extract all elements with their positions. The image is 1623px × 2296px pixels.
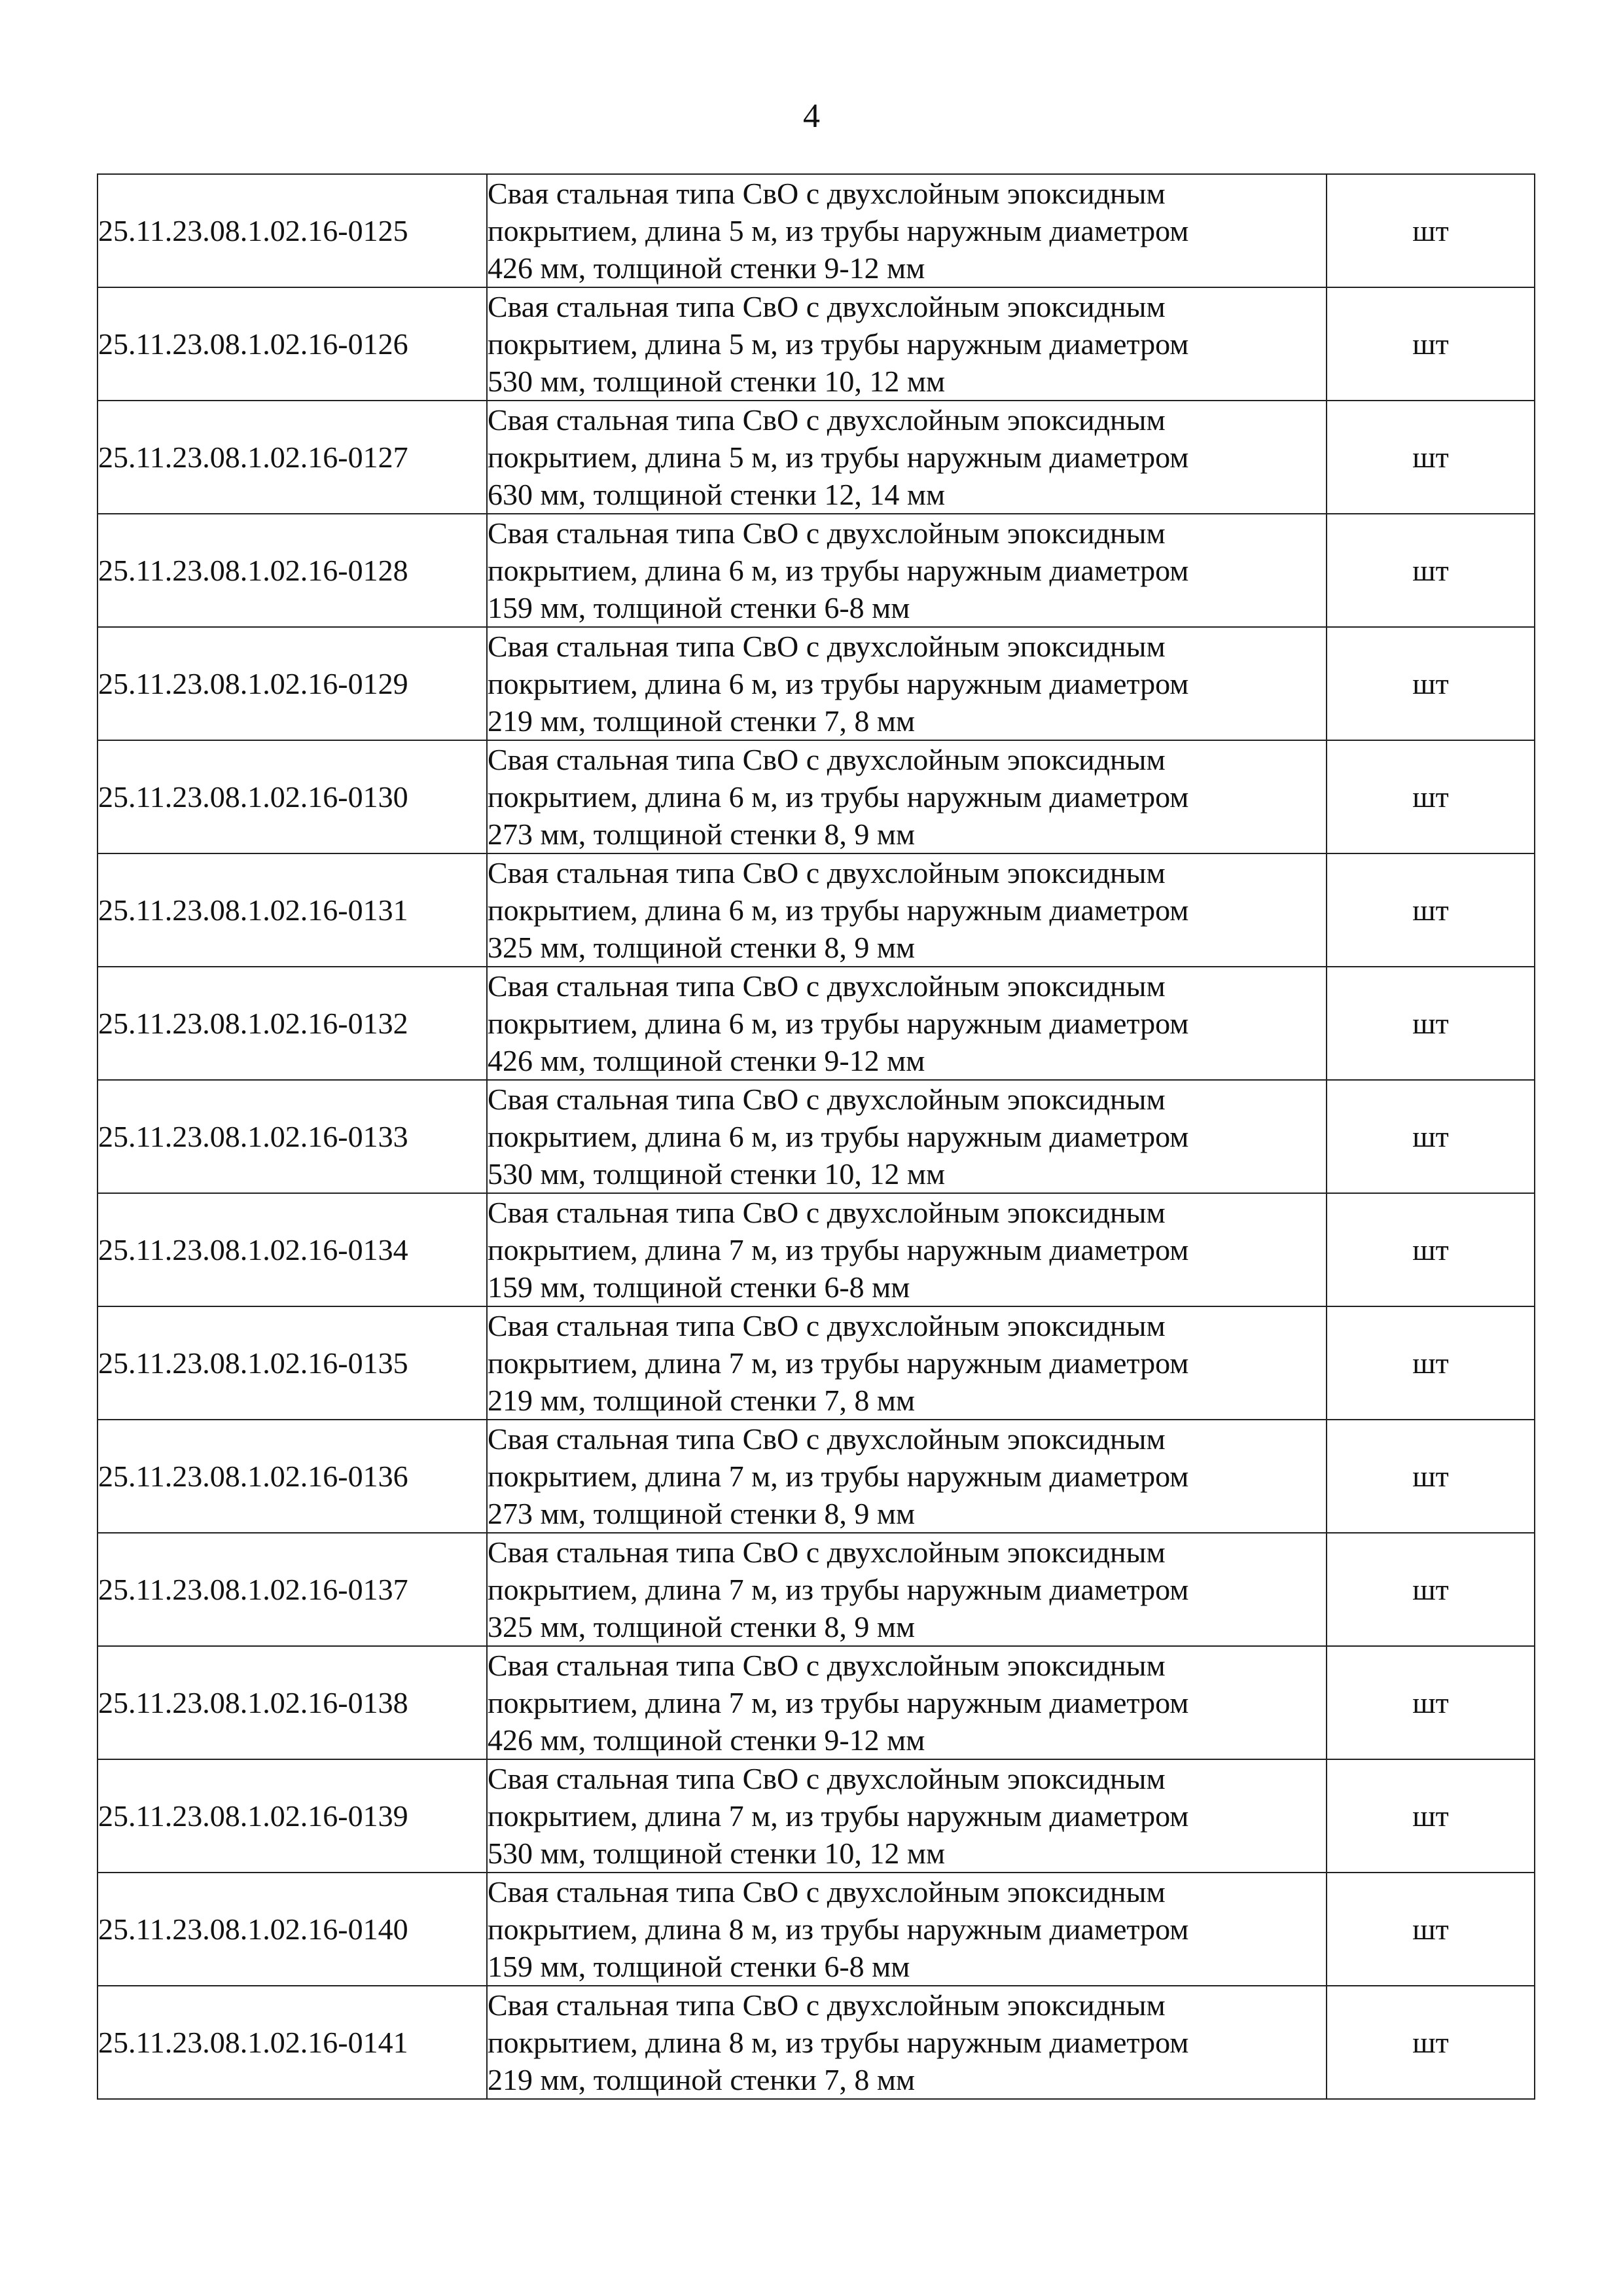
resource-name-line: 273 мм, толщиной стенки 8, 9 мм: [488, 817, 916, 851]
resource-name: [487, 1306, 1327, 1420]
unit-of-measure: шт: [1327, 401, 1535, 514]
resource-name-line: покрытием, длина 7 м, из трубы наружным диаметром: [488, 1346, 1189, 1380]
table-row: [98, 627, 1535, 740]
resource-name-line: покрытием, длина 7 м, из трубы наружным диаметром: [488, 1233, 1189, 1266]
resource-name-line: 426 мм, толщиной стенки 9-12 мм: [488, 251, 925, 285]
table-row: [98, 1646, 1535, 1759]
resource-name-line: Свая стальная типа СвО с двухслойным эпоксидным: [488, 1309, 1166, 1342]
page-number: 4: [803, 98, 820, 135]
resource-name-line: покрытием, длина 6 м, из трубы наружным диаметром: [488, 1120, 1189, 1153]
resource-name-line: покрытием, длина 8 м, из трубы наружным диаметром: [488, 2026, 1189, 2059]
table-row: [98, 853, 1535, 967]
resource-name-line: покрытием, длина 6 м, из трубы наружным диаметром: [488, 667, 1189, 700]
resource-name-line: 219 мм, толщиной стенки 7, 8 мм: [488, 704, 916, 738]
resource-name: [487, 174, 1327, 287]
table-row: [98, 1986, 1535, 2099]
resource-name-line: 426 мм, толщиной стенки 9-12 мм: [488, 1044, 925, 1077]
resource-name-line: Свая стальная типа СвО с двухслойным эпоксидным: [488, 969, 1166, 1003]
unit-of-measure: шт: [1327, 1986, 1535, 2099]
table-row: [98, 1533, 1535, 1646]
resource-name: [487, 1759, 1327, 1873]
resource-name-line: 219 мм, толщиной стенки 7, 8 мм: [488, 2063, 916, 2096]
resource-name-line: покрытием, длина 8 м, из трубы наружным диаметром: [488, 1912, 1189, 1946]
resource-code: 25.11.23.08.1.02.16-0125: [98, 174, 487, 287]
resource-name: [487, 1986, 1327, 2099]
table-row: [98, 174, 1535, 287]
resource-name-line: 630 мм, толщиной стенки 12, 14 мм: [488, 478, 946, 511]
resource-name-line: Свая стальная типа СвО с двухслойным эпоксидным: [488, 856, 1166, 889]
unit-of-measure: шт: [1327, 1646, 1535, 1759]
resource-name: [487, 853, 1327, 967]
resource-name-line: Свая стальная типа СвО с двухслойным эпоксидным: [488, 743, 1166, 776]
resource-name-line: покрытием, длина 6 м, из трубы наружным диаметром: [488, 1007, 1189, 1040]
unit-of-measure: шт: [1327, 1306, 1535, 1420]
table-row: [98, 740, 1535, 853]
resource-name-line: 219 мм, толщиной стенки 7, 8 мм: [488, 1384, 916, 1417]
unit-of-measure: шт: [1327, 1533, 1535, 1646]
resource-code: 25.11.23.08.1.02.16-0133: [98, 1080, 487, 1193]
resource-code: 25.11.23.08.1.02.16-0128: [98, 514, 487, 627]
resource-name: [487, 287, 1327, 401]
unit-of-measure: шт: [1327, 1080, 1535, 1193]
resource-code: 25.11.23.08.1.02.16-0135: [98, 1306, 487, 1420]
resource-name-line: 530 мм, толщиной стенки 10, 12 мм: [488, 1157, 946, 1191]
table-row: [98, 514, 1535, 627]
resource-name-line: Свая стальная типа СвО с двухслойным эпоксидным: [488, 516, 1166, 550]
resource-name-line: Свая стальная типа СвО с двухслойным эпоксидным: [488, 290, 1166, 323]
resource-code: 25.11.23.08.1.02.16-0130: [98, 740, 487, 853]
resource-name-line: 159 мм, толщиной стенки 6-8 мм: [488, 591, 910, 624]
resource-name-line: покрытием, длина 6 м, из трубы наружным диаметром: [488, 554, 1189, 587]
unit-of-measure: шт: [1327, 1873, 1535, 1986]
resource-code: 25.11.23.08.1.02.16-0126: [98, 287, 487, 401]
table-row: [98, 1193, 1535, 1306]
unit-of-measure: шт: [1327, 853, 1535, 967]
resource-name-line: 426 мм, толщиной стенки 9-12 мм: [488, 1723, 925, 1757]
unit-of-measure: шт: [1327, 627, 1535, 740]
resource-code: 25.11.23.08.1.02.16-0136: [98, 1420, 487, 1533]
resource-code: 25.11.23.08.1.02.16-0140: [98, 1873, 487, 1986]
resource-name-line: 325 мм, толщиной стенки 8, 9 мм: [488, 1610, 916, 1643]
resource-name-line: покрытием, длина 6 м, из трубы наружным диаметром: [488, 780, 1189, 814]
resource-name: [487, 627, 1327, 740]
unit-of-measure: шт: [1327, 967, 1535, 1080]
resource-name: [487, 1193, 1327, 1306]
resource-name: [487, 967, 1327, 1080]
resource-name-line: Свая стальная типа СвО с двухслойным эпоксидным: [488, 630, 1166, 663]
resource-name: [487, 1873, 1327, 1986]
resource-code: 25.11.23.08.1.02.16-0127: [98, 401, 487, 514]
resource-name-line: Свая стальная типа СвО с двухслойным эпоксидным: [488, 1535, 1166, 1569]
resource-name-line: Свая стальная типа СвО с двухслойным эпоксидным: [488, 1762, 1166, 1795]
resource-name-line: Свая стальная типа СвО с двухслойным эпоксидным: [488, 403, 1166, 437]
resource-code: 25.11.23.08.1.02.16-0138: [98, 1646, 487, 1759]
resource-name-line: 530 мм, толщиной стенки 10, 12 мм: [488, 1837, 946, 1870]
table-row: [98, 1306, 1535, 1420]
resource-name-line: 159 мм, толщиной стенки 6-8 мм: [488, 1950, 910, 1983]
table-row: [98, 401, 1535, 514]
resource-code: 25.11.23.08.1.02.16-0139: [98, 1759, 487, 1873]
unit-of-measure: шт: [1327, 1193, 1535, 1306]
table-row: [98, 967, 1535, 1080]
resource-name-line: покрытием, длина 7 м, из трубы наружным диаметром: [488, 1573, 1189, 1606]
table-row: [98, 287, 1535, 401]
resource-name-line: 273 мм, толщиной стенки 8, 9 мм: [488, 1497, 916, 1530]
resource-name-line: Свая стальная типа СвО с двухслойным эпоксидным: [488, 1988, 1166, 2022]
resource-code: 25.11.23.08.1.02.16-0132: [98, 967, 487, 1080]
resource-code: 25.11.23.08.1.02.16-0129: [98, 627, 487, 740]
unit-of-measure: шт: [1327, 514, 1535, 627]
resource-code: 25.11.23.08.1.02.16-0141: [98, 1986, 487, 2099]
resource-name: [487, 740, 1327, 853]
table-row: [98, 1420, 1535, 1533]
unit-of-measure: шт: [1327, 287, 1535, 401]
resource-name-line: Свая стальная типа СвО с двухслойным эпоксидным: [488, 1083, 1166, 1116]
unit-of-measure: шт: [1327, 740, 1535, 853]
resource-name-line: покрытием, длина 6 м, из трубы наружным диаметром: [488, 893, 1189, 927]
resource-code: 25.11.23.08.1.02.16-0137: [98, 1533, 487, 1646]
resource-name: [487, 514, 1327, 627]
resource-name-line: Свая стальная типа СвО с двухслойным эпоксидным: [488, 1649, 1166, 1682]
resource-name: [487, 1533, 1327, 1646]
resource-name: [487, 1646, 1327, 1759]
resource-table: [97, 173, 1535, 2100]
resource-name: [487, 401, 1327, 514]
resource-name-line: покрытием, длина 5 м, из трубы наружным диаметром: [488, 327, 1189, 361]
resource-name-line: покрытием, длина 7 м, из трубы наружным диаметром: [488, 1686, 1189, 1719]
resource-name-line: 530 мм, толщиной стенки 10, 12 мм: [488, 365, 946, 398]
table-row: [98, 1759, 1535, 1873]
resource-name-line: 159 мм, толщиной стенки 6-8 мм: [488, 1270, 910, 1304]
unit-of-measure: шт: [1327, 1420, 1535, 1533]
resource-name: [487, 1080, 1327, 1193]
table-body: [98, 174, 1535, 2099]
resource-name-line: 325 мм, толщиной стенки 8, 9 мм: [488, 931, 916, 964]
resource-name-line: покрытием, длина 7 м, из трубы наружным диаметром: [488, 1799, 1189, 1833]
table-row: [98, 1080, 1535, 1193]
resource-name: [487, 1420, 1327, 1533]
resource-code: 25.11.23.08.1.02.16-0134: [98, 1193, 487, 1306]
table-row: [98, 1873, 1535, 1986]
resource-name-line: покрытием, длина 5 м, из трубы наружным диаметром: [488, 440, 1189, 474]
resource-name-line: Свая стальная типа СвО с двухслойным эпоксидным: [488, 1422, 1166, 1456]
resource-name-line: покрытием, длина 5 м, из трубы наружным диаметром: [488, 214, 1189, 247]
resource-name-line: Свая стальная типа СвО с двухслойным эпоксидным: [488, 1875, 1166, 1909]
resource-name-line: Свая стальная типа СвО с двухслойным эпоксидным: [488, 1196, 1166, 1229]
unit-of-measure: шт: [1327, 1759, 1535, 1873]
resource-code: 25.11.23.08.1.02.16-0131: [98, 853, 487, 967]
resource-name-line: покрытием, длина 7 м, из трубы наружным диаметром: [488, 1460, 1189, 1493]
unit-of-measure: шт: [1327, 174, 1535, 287]
resource-name-line: Свая стальная типа СвО с двухслойным эпоксидным: [488, 177, 1166, 210]
